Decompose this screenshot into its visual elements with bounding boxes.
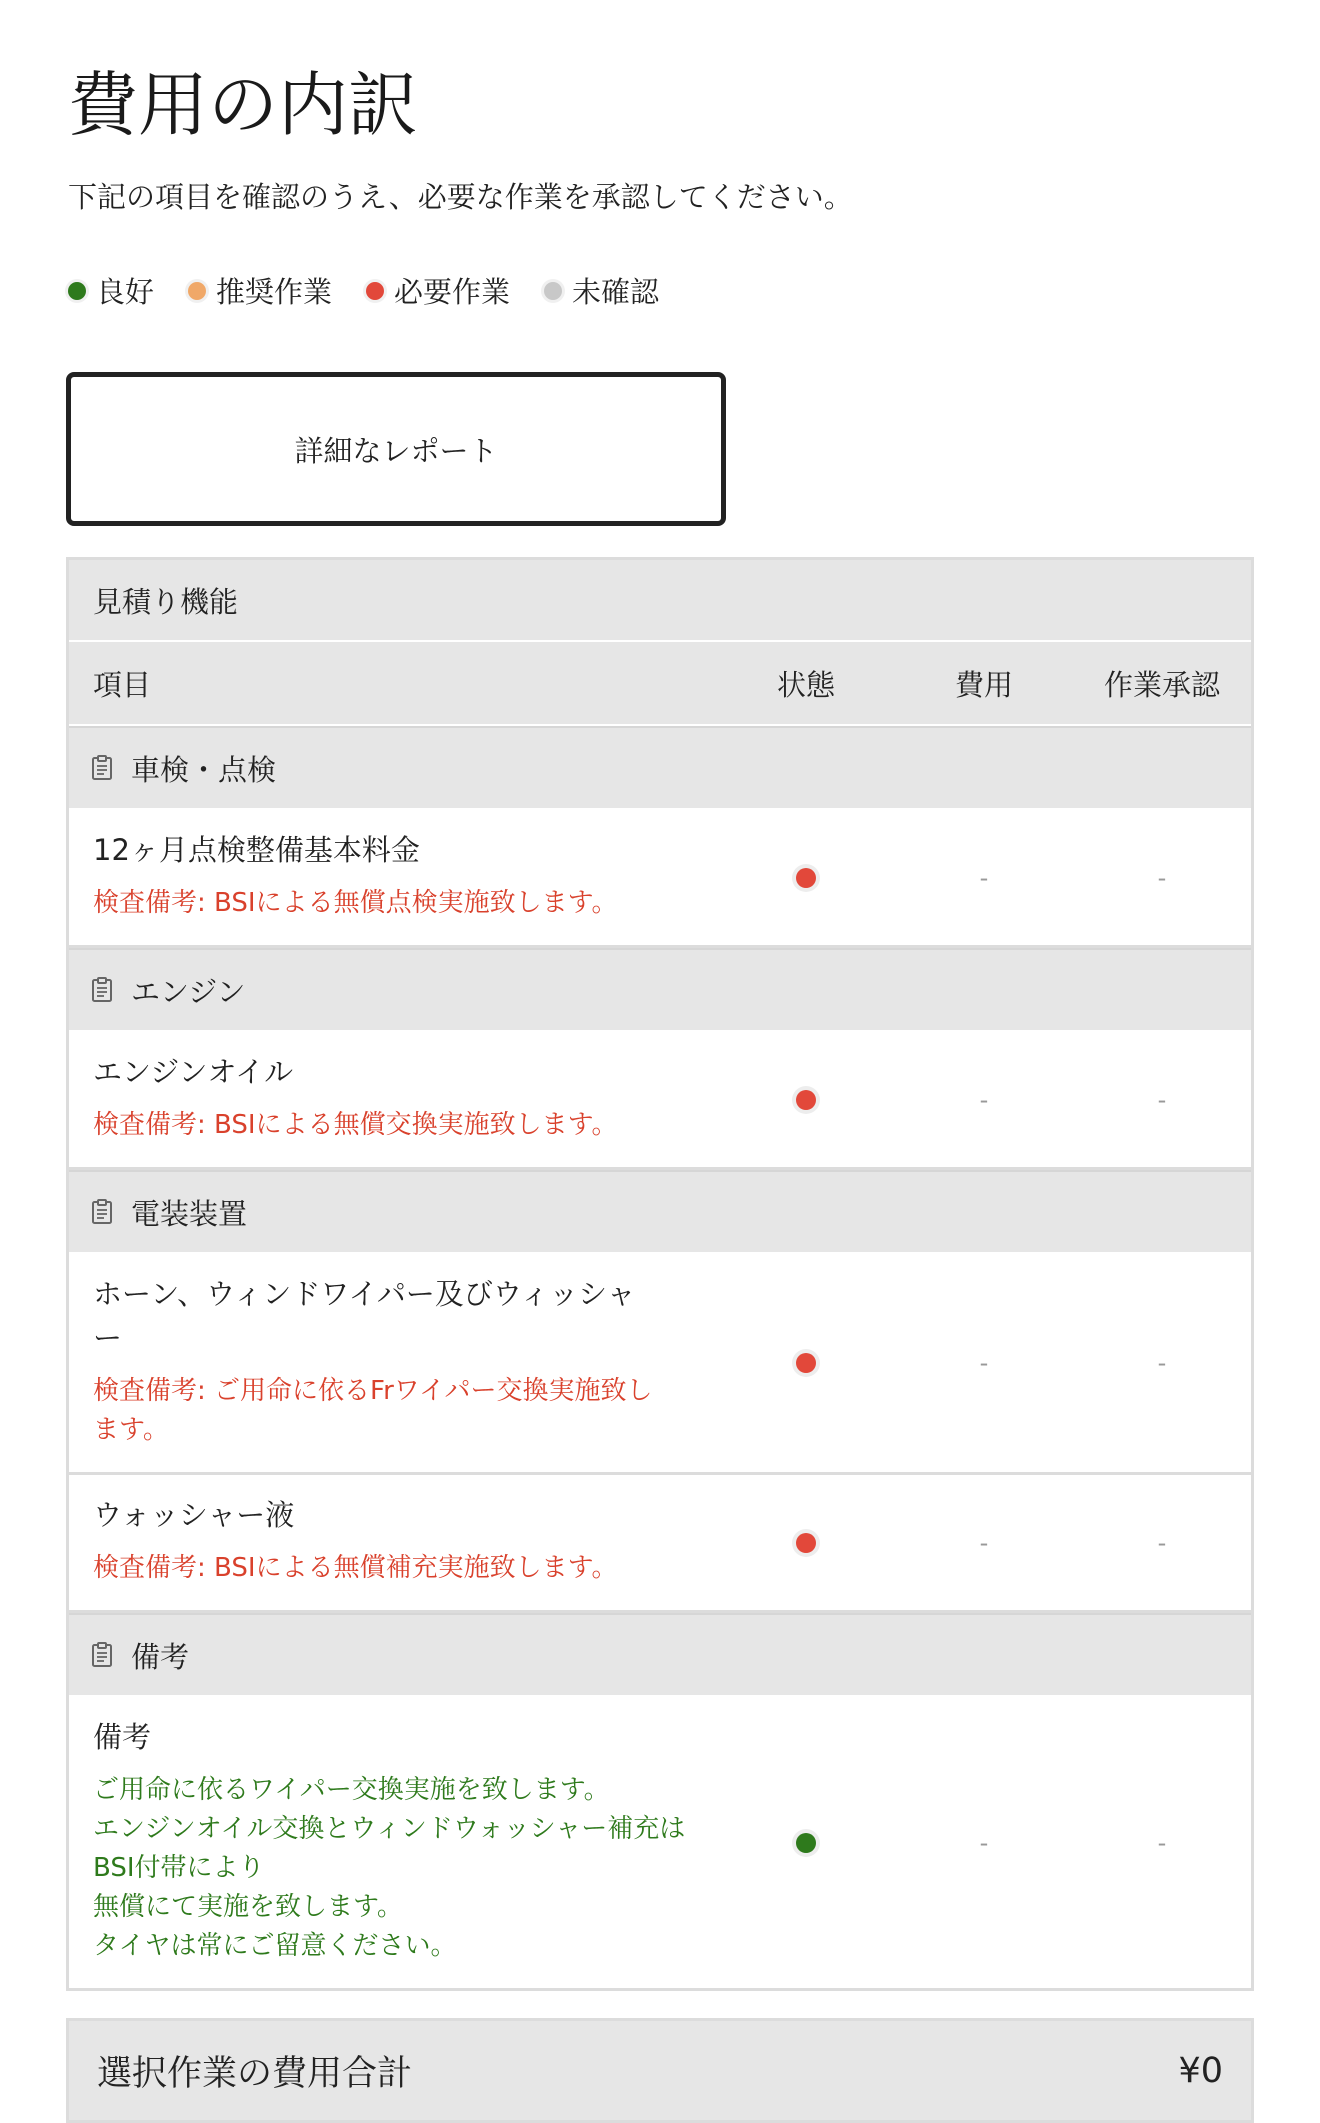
row-item-note: 検査備考: BSIによる無償補充実施致します。 bbox=[93, 1553, 618, 1583]
table-caption: 見積り機能 bbox=[69, 560, 1251, 642]
row-status-cell bbox=[717, 1475, 895, 1610]
row-item-cell bbox=[69, 1254, 717, 1472]
column-header-cost: 費用 bbox=[954, 667, 1013, 702]
detailed-report-button[interactable]: 詳細なレポート bbox=[66, 372, 726, 526]
legend-item-recommended bbox=[188, 270, 332, 311]
row-item-name: エンジンオイル bbox=[93, 1055, 294, 1089]
table-row[interactable] bbox=[69, 1475, 1251, 1613]
clipboard-icon bbox=[91, 1199, 113, 1225]
clipboard-icon bbox=[91, 977, 113, 1003]
total-value: ¥0 bbox=[1178, 2050, 1223, 2091]
total-label: 選択作業の費用合計 bbox=[97, 2053, 413, 2094]
row-item-cell bbox=[69, 1697, 717, 1988]
row-cost-cell: - bbox=[979, 1528, 989, 1557]
column-header-status: 状態 bbox=[776, 667, 835, 702]
row-approve-cell: - bbox=[1157, 1828, 1167, 1857]
section-header bbox=[69, 1613, 1251, 1697]
section-title: エンジン bbox=[131, 974, 246, 1009]
column-header-approve: 作業承認 bbox=[1103, 667, 1220, 702]
legend-label: 推奨作業 bbox=[216, 275, 333, 309]
note-line: エンジンオイル交換とウィンドウォッシャー補充はBSI付帯により bbox=[93, 1814, 686, 1883]
row-item-note bbox=[93, 1771, 693, 1966]
table-row[interactable] bbox=[69, 1254, 1251, 1475]
total-bar bbox=[66, 2018, 1254, 2123]
unchecked-dot-icon bbox=[544, 282, 562, 300]
legend-item-good bbox=[68, 270, 154, 311]
row-item-name: 12ヶ月点検整備基本料金 bbox=[93, 833, 420, 867]
table-row[interactable] bbox=[69, 1032, 1251, 1170]
clipboard-icon bbox=[91, 755, 113, 781]
legend-item-unchecked bbox=[544, 270, 659, 311]
table-row[interactable] bbox=[69, 810, 1251, 948]
row-item-note: 検査備考: BSIによる無償点検実施致します。 bbox=[93, 888, 618, 918]
row-cost-cell: - bbox=[979, 1828, 989, 1857]
table-header bbox=[69, 642, 1251, 726]
legend-label: 必要作業 bbox=[394, 275, 511, 309]
good-dot-icon bbox=[68, 282, 86, 300]
row-cost-cell: - bbox=[979, 1085, 989, 1114]
row-cost-cell: - bbox=[979, 1349, 989, 1377]
note-line: 無償にて実施を致します。 bbox=[93, 1892, 403, 1922]
row-approve-cell: - bbox=[1157, 863, 1167, 892]
note-line: タイヤは常にご留意ください。 bbox=[93, 1931, 457, 1961]
row-status-cell bbox=[717, 1254, 895, 1472]
estimate-table bbox=[66, 557, 1254, 1991]
row-item-note: 検査備考: ご用命に依るFrワイパー交換実施致します。 bbox=[93, 1376, 653, 1445]
row-status-cell bbox=[717, 1697, 895, 1988]
row-item-name: ホーン、ウィンドワイパー及びウィッシャー bbox=[93, 1277, 636, 1355]
legend-item-required bbox=[366, 270, 510, 311]
row-item-name: 備考 bbox=[93, 1720, 152, 1754]
note-line: ご用命に依るワイパー交換実施を致します。 bbox=[93, 1775, 610, 1805]
column-header-item: 項目 bbox=[93, 667, 152, 702]
section-title: 備考 bbox=[131, 1639, 190, 1674]
status-dot-icon bbox=[796, 1533, 816, 1553]
page-title: 費用の内訳 bbox=[68, 64, 418, 146]
section-header bbox=[69, 726, 1251, 810]
table-row[interactable] bbox=[69, 1697, 1251, 1991]
legend-label: 良好 bbox=[96, 275, 155, 309]
row-status-cell bbox=[717, 810, 895, 945]
row-approve-cell: - bbox=[1157, 1085, 1167, 1114]
row-approve-cell: - bbox=[1157, 1528, 1167, 1557]
section-title: 電装装置 bbox=[131, 1196, 248, 1231]
section-header bbox=[69, 1170, 1251, 1254]
row-item-cell bbox=[69, 810, 717, 945]
required-dot-icon bbox=[366, 282, 384, 300]
row-status-cell bbox=[717, 1032, 895, 1167]
status-dot-icon bbox=[796, 1833, 816, 1853]
clipboard-icon bbox=[91, 1642, 113, 1668]
status-dot-icon bbox=[796, 1353, 816, 1373]
recommended-dot-icon bbox=[188, 282, 206, 300]
status-legend bbox=[68, 270, 693, 311]
row-approve-cell: - bbox=[1157, 1349, 1167, 1377]
section-title: 車検・点検 bbox=[131, 752, 277, 787]
row-item-cell bbox=[69, 1032, 717, 1167]
status-dot-icon bbox=[796, 1090, 816, 1110]
status-dot-icon bbox=[796, 868, 816, 888]
row-cost-cell: - bbox=[979, 863, 989, 892]
row-item-cell bbox=[69, 1475, 717, 1610]
legend-label: 未確認 bbox=[572, 275, 660, 309]
row-item-name: ウォッシャー液 bbox=[93, 1498, 295, 1532]
section-header bbox=[69, 948, 1251, 1032]
row-item-note: 検査備考: BSIによる無償交換実施致します。 bbox=[93, 1110, 618, 1140]
intro-text: 下記の項目を確認のうえ、必要な作業を承認してください。 bbox=[68, 180, 853, 214]
